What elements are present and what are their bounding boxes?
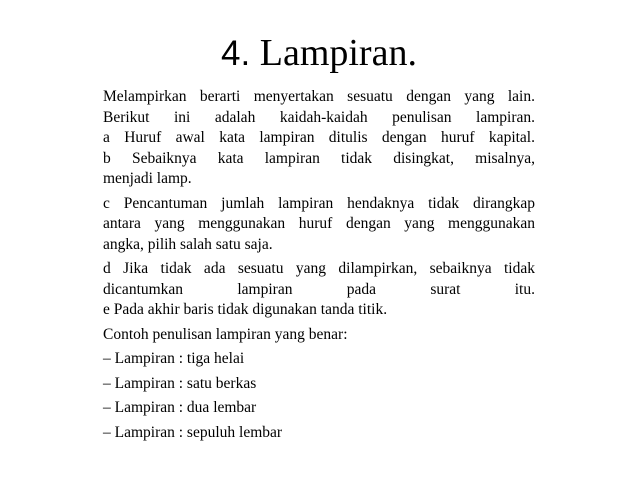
text-line: Melampirkan berarti menyertakan sesuatu dengan yang lain.	[103, 88, 535, 105]
text-line: antara yang menggunakan huruf dengan yang menggunakan	[103, 215, 535, 232]
text-line: menjadi lamp.	[103, 170, 192, 187]
example-item: – Lampiran : dua lembar	[103, 399, 257, 416]
title-number: 4.	[221, 34, 251, 73]
text-line: angka, pilih salah satu saja.	[103, 235, 273, 253]
rule-b-line: b Sebaiknya kata lampiran tidak disingkat, misalnya,	[103, 149, 535, 167]
slide-title	[0, 30, 638, 77]
rule-e-line: e Pada akhir baris tidak digunakan tanda titik.	[103, 301, 388, 318]
paragraph-rule-d-e	[103, 259, 535, 321]
rule-d-line: d Jika tidak ada sesuatu yang dilampirkan, sebaiknya tidak	[103, 260, 535, 277]
title-text: Lampiran.	[259, 32, 417, 74]
text-line: dicantumkan lampiran pada surat itu.	[103, 280, 535, 298]
example-item: – Lampiran : tiga helai	[103, 350, 245, 367]
example-item: – Lampiran : satu berkas	[103, 374, 257, 392]
paragraph-rule-c	[103, 194, 535, 256]
example-heading: Contoh penulisan lampiran yang benar:	[103, 325, 348, 343]
example-item: – Lampiran : sepuluh lembar	[103, 423, 283, 441]
slide-body	[103, 87, 535, 447]
rule-a-line: a Huruf awal kata lampiran ditulis dengan huruf kapital.	[103, 129, 535, 146]
rule-c-line: c Pencantuman jumlah lampiran hendaknya tidak dirangkap	[103, 194, 535, 212]
paragraph-definition	[103, 87, 535, 190]
text-line: Berikut ini adalah kaidah-kaidah penulisan lampiran.	[103, 108, 535, 126]
